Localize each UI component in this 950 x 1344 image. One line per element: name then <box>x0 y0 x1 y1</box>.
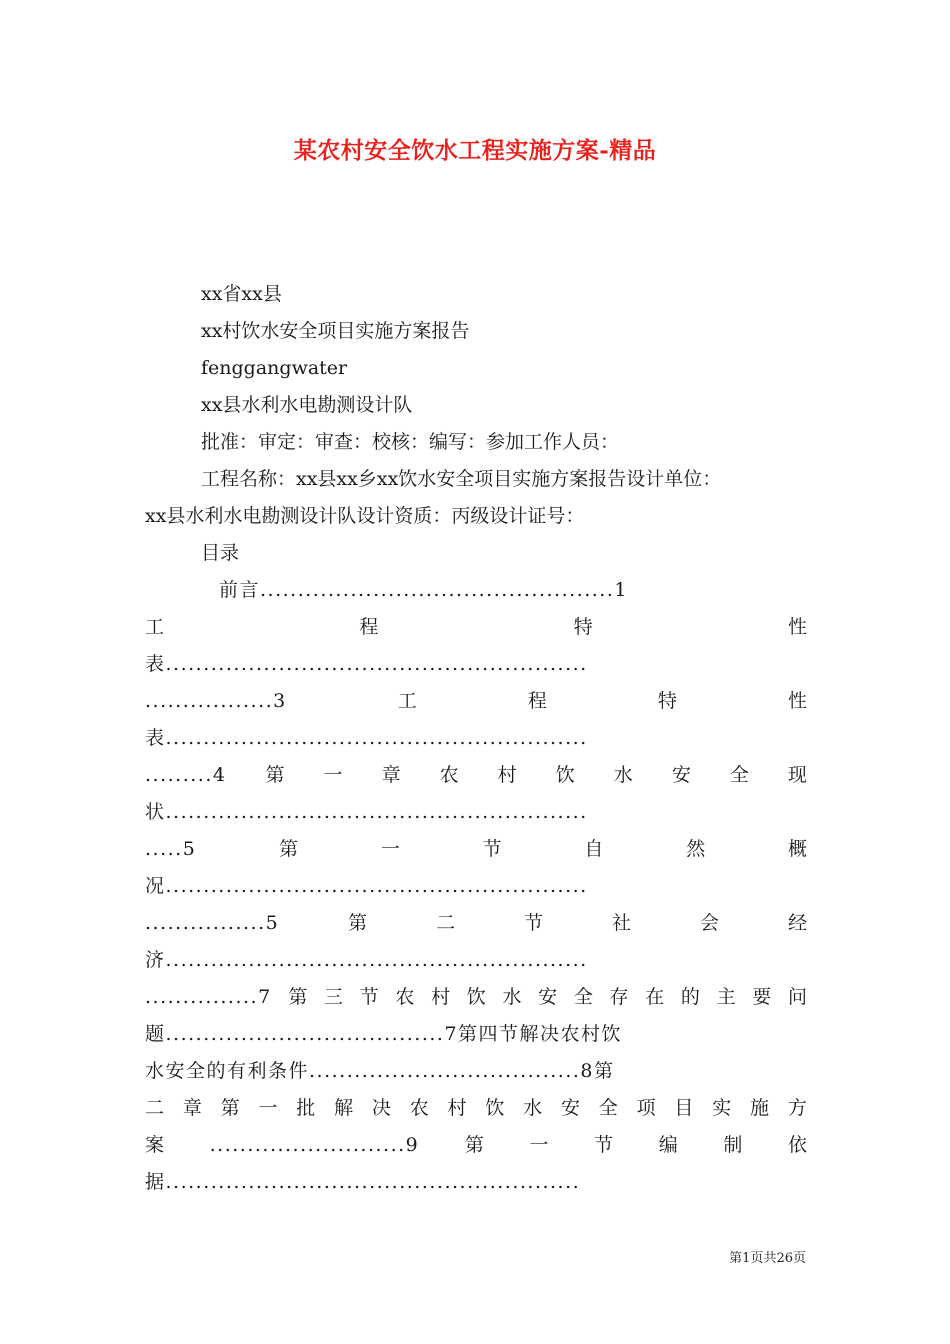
toc-text: 现 <box>787 764 807 786</box>
toc-text: 程 <box>527 690 547 712</box>
toc-text: 节 <box>359 986 379 1008</box>
toc-text: 状........................................................ <box>145 801 588 823</box>
toc-text: 水 <box>523 1097 543 1119</box>
toc-text: 在 <box>645 986 665 1008</box>
toc-line <box>145 831 807 868</box>
toc-text: 节 <box>482 838 502 860</box>
toc-text: 安 <box>671 764 691 786</box>
toc-text: 存 <box>609 986 629 1008</box>
toc-text: ..........................9 <box>209 1134 420 1156</box>
toc-list <box>145 609 807 1201</box>
toc-text: .................3 <box>145 690 287 712</box>
toc-text: 村 <box>431 986 451 1008</box>
toc-line <box>145 757 807 794</box>
toc-text: 案 <box>145 1134 165 1156</box>
toc-text: 特 <box>657 690 677 712</box>
project-line: 工程名称：xx县xx乡xx饮水安全项目实施方案报告设计单位： <box>201 468 722 490</box>
intro-line: 批准：审定：审查：校核：编写：参加工作人员： <box>201 431 620 453</box>
toc-text: 三 <box>324 986 344 1008</box>
toc-line <box>145 979 807 1016</box>
toc-text: 问 <box>787 986 807 1008</box>
project-line: xx县水利水电勘测设计队设计资质：丙级设计证号： <box>145 505 585 527</box>
document-title: 某农村安全饮水工程实施方案-精品 <box>293 137 657 164</box>
toc-text: 全 <box>729 764 749 786</box>
toc-line <box>145 646 807 683</box>
toc-text: 目 <box>674 1097 694 1119</box>
toc-text: 特 <box>573 616 593 638</box>
toc-text: 安 <box>538 986 558 1008</box>
toc-line <box>145 1127 807 1164</box>
toc-text: 第 <box>288 986 308 1008</box>
toc-text: 要 <box>752 986 772 1008</box>
toc-text: 第 <box>348 912 368 934</box>
toc-line <box>145 1016 807 1053</box>
toc-line <box>145 868 807 905</box>
toc-text: 实 <box>712 1097 732 1119</box>
toc-text: 概 <box>787 838 807 860</box>
toc-text: 方 <box>787 1097 807 1119</box>
toc-text: 依 <box>787 1134 807 1156</box>
toc-text: 编 <box>658 1134 678 1156</box>
toc-text: 经 <box>787 912 807 934</box>
toc-line <box>145 683 807 720</box>
toc-text: 制 <box>723 1134 743 1156</box>
toc-text: 章 <box>182 1097 202 1119</box>
toc-text: 表........................................................ <box>145 653 588 675</box>
toc-line <box>145 609 807 646</box>
toc-text: 施 <box>750 1097 770 1119</box>
toc-text: 村 <box>447 1097 467 1119</box>
toc-line <box>145 1164 807 1201</box>
toc-text: 项 <box>636 1097 656 1119</box>
toc-line <box>145 720 807 757</box>
toc-text: 济........................................................ <box>145 949 588 971</box>
toc-text: 工 <box>145 616 165 638</box>
toc-text: 农 <box>395 986 415 1008</box>
toc-text: 解 <box>334 1097 354 1119</box>
toc-text: 第 <box>220 1097 240 1119</box>
toc-line <box>145 794 807 831</box>
toc-text: 饮 <box>466 986 486 1008</box>
toc-text: 题.....................................7第四节解决农村饮 <box>145 1023 623 1045</box>
toc-text: 第 <box>464 1134 484 1156</box>
toc-text: 程 <box>359 616 379 638</box>
toc-line <box>145 905 807 942</box>
toc-line <box>145 942 807 979</box>
toc-text: ...............7 <box>145 986 272 1008</box>
toc-text: 水 <box>613 764 633 786</box>
toc-text: 表........................................................ <box>145 727 588 749</box>
toc-text: 节 <box>594 1134 614 1156</box>
toc-text: 性 <box>787 690 807 712</box>
intro-line: fenggangwater <box>201 357 348 379</box>
toc-text: .....5 <box>145 838 197 860</box>
toc-text: 主 <box>716 986 736 1008</box>
toc-text: 一 <box>323 764 343 786</box>
toc-line <box>145 1053 807 1090</box>
toc-text: 的 <box>680 986 700 1008</box>
toc-text: 性 <box>787 616 807 638</box>
toc-text: 饮 <box>555 764 575 786</box>
toc-text: 社 <box>612 912 632 934</box>
toc-text: 章 <box>381 764 401 786</box>
toc-text: 水安全的有利条件....................................8第 <box>145 1060 615 1082</box>
toc-text: 批 <box>296 1097 316 1119</box>
toc-text: .........4 <box>145 764 227 786</box>
toc-text: 一 <box>380 838 400 860</box>
toc-text: 水 <box>502 986 522 1008</box>
toc-text: 据....................................................... <box>145 1171 581 1193</box>
toc-text: 况........................................................ <box>145 875 588 897</box>
toc-entry: 前言...............................................1 <box>219 579 628 601</box>
toc-text: 二 <box>145 1097 165 1119</box>
toc-text: ................5 <box>145 912 280 934</box>
page-footer: 第1页共26页 <box>729 1251 806 1266</box>
toc-text: 二 <box>436 912 456 934</box>
toc-text: 安 <box>560 1097 580 1119</box>
intro-line: xx县水利水电勘测设计队 <box>201 394 413 416</box>
toc-text: 节 <box>524 912 544 934</box>
toc-text: 一 <box>529 1134 549 1156</box>
toc-text: 饮 <box>485 1097 505 1119</box>
toc-line <box>145 1090 807 1127</box>
toc-text: 会 <box>699 912 719 934</box>
intro-line: xx省xx县 <box>201 283 282 305</box>
toc-heading: 目录 <box>201 542 240 564</box>
toc-text: 工 <box>397 690 417 712</box>
toc-text: 农 <box>439 764 459 786</box>
document-body <box>145 276 807 1201</box>
toc-text: 决 <box>371 1097 391 1119</box>
toc-text: 自 <box>584 838 604 860</box>
toc-text: 然 <box>686 838 706 860</box>
toc-text: 第 <box>279 838 299 860</box>
toc-text: 农 <box>409 1097 429 1119</box>
toc-text: 村 <box>497 764 517 786</box>
toc-text: 第 <box>265 764 285 786</box>
toc-text: 全 <box>598 1097 618 1119</box>
toc-text: 一 <box>258 1097 278 1119</box>
toc-text: 全 <box>573 986 593 1008</box>
intro-line: xx村饮水安全项目实施方案报告 <box>201 320 470 342</box>
